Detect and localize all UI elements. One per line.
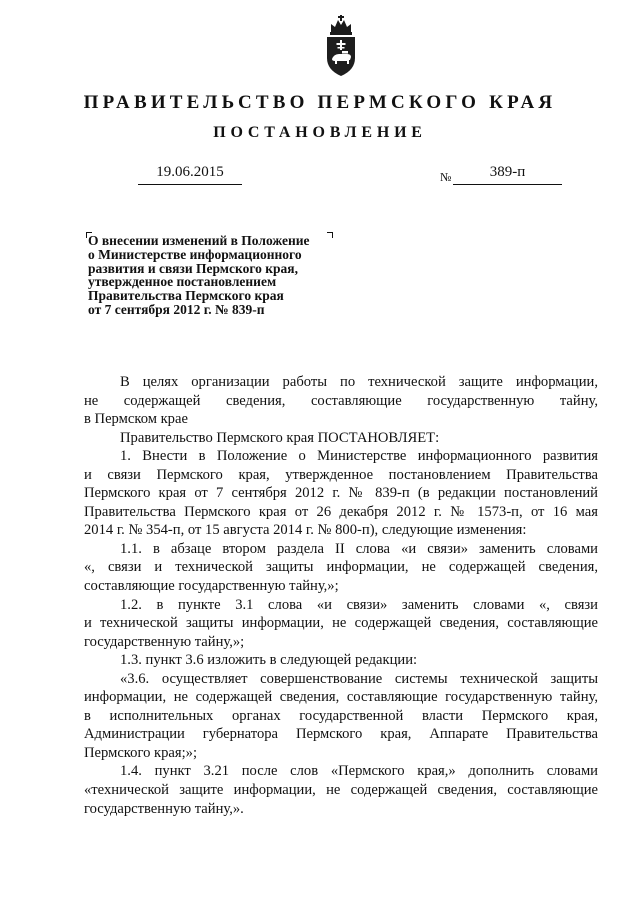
subject-line: развития и связи Пермского края,: [88, 260, 298, 276]
document-number-block: [440, 164, 562, 185]
subject-line: утвержденное постановлением: [88, 274, 277, 290]
document-subject: [88, 234, 348, 317]
body-line: 1.1. в абзаце втором раздела II слова «и связи» заменить словами: [120, 540, 598, 557]
body-line: в Пермском крае: [84, 411, 188, 428]
body-line: Правительства Пермского края от 26 декабря 2012 г. № 1573-п, от 16 мая: [84, 503, 598, 520]
body-line: Правительство Пермского края ПОСТАНОВЛЯЕТ:: [120, 429, 440, 446]
body-line: Администрации губернатора Пермского края, Аппарате Правительства: [84, 726, 598, 743]
body-line: 1.2. в пункте 3.1 слова «и связи» заменить словами «, связи: [120, 596, 598, 613]
subject-line: о Министерстве информационного: [88, 246, 302, 262]
body-line: Пермского края;»;: [84, 744, 198, 761]
document-number: 389-п: [453, 164, 562, 185]
document-date: 19.06.2015: [138, 164, 242, 185]
body-line: «3.6. осуществляет совершенствование системы технической защиты: [120, 670, 598, 687]
body-line: государственную тайну,»;: [84, 633, 245, 650]
body-line: 1.4. пункт 3.21 после слов «Пермского края,» дополнить словами: [120, 763, 598, 780]
body-line: и связи Пермского края, утвержденное постановлением Правительства: [84, 466, 598, 483]
subject-line: Правительства Пермского края: [88, 288, 284, 304]
body-line: составляющие государственную тайну,»;: [84, 578, 339, 595]
body-line: Пермского края от 7 сентября 2012 г. № 839-п (в редакции постановлений: [84, 485, 598, 502]
body-line: 1.3. пункт 3.6 изложить в следующей редакции:: [120, 652, 418, 669]
body-line: 1. Внести в Положение о Министерстве информационного развития: [120, 448, 598, 465]
number-sign: №: [440, 170, 452, 184]
subject-line: от 7 сентября 2012 г. № 839-п: [88, 301, 265, 317]
body-line: информации, не содержащей сведения, составляющие государственную тайну,: [84, 689, 598, 706]
document-type-title: ПОСТАНОВЛЕНИЕ: [213, 124, 427, 141]
government-title: ПРАВИТЕЛЬСТВО ПЕРМСКОГО КРАЯ: [83, 92, 557, 113]
body-line: «технической защите информации, не содержащей сведения, составляющие: [84, 782, 598, 799]
body-line: не содержащей сведения, составляющие государственную тайну,: [84, 392, 598, 409]
body-line: государственную тайну,».: [84, 800, 244, 817]
body-line: 2014 г. № 354-п, от 15 августа 2014 г. № 800-п), следующие изменения:: [84, 522, 527, 539]
document-body: [84, 373, 598, 818]
coat-of-arms-icon: [325, 12, 357, 78]
body-line: «, связи и технической защиты информации, не содержащей сведения,: [84, 559, 598, 576]
body-line: В целях организации работы по технической защите информации,: [120, 374, 598, 390]
body-line: и технической защиты информации, не содержащей сведения, составляющие: [84, 615, 598, 632]
body-line: в исполнительных органах государственной власти Пермского края,: [84, 707, 598, 724]
subject-line: О внесении изменений в Положение: [88, 233, 310, 248]
